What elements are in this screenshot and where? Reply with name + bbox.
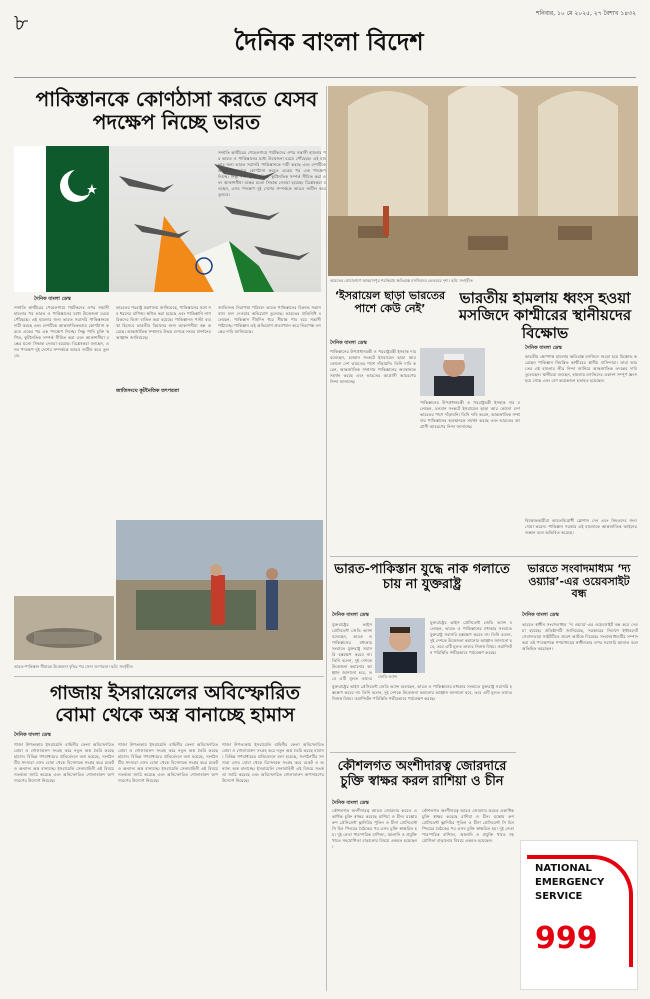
mosque-byline: দৈনিক বাংলা ডেস্ক — [525, 345, 562, 351]
lead-photo-credit: দৈনিক বাংলা ডেস্ক — [34, 296, 71, 302]
section-divider-3 — [330, 752, 516, 753]
usa-byline: দৈনিক বাংলা ডেস্ক — [332, 612, 369, 618]
wire-headline: ভারতে সংবাদমাধ্যম ‘দ্য ওয়্যার’-এর ওয়েবসাইট বন্ধ — [527, 562, 631, 601]
header-rule — [14, 77, 636, 78]
israel-photo — [420, 348, 485, 396]
lead-headline: পাকিস্তানকে কোণঠাসা করতে যেসব পদক্ষেপ নিচ্ছে ভারত — [35, 87, 318, 134]
mosque-body: ভারতীয় ক্ষেপণাস্ত্র হামলায় ক্ষতিগ্রস্ত মসজিদে জড়ো হয়ে বিক্ষোভ করেছেন পাকিস্তান নিয়ন্ত্রিত কাশ্মীরের স্থানীয় বাসিন্দারা। তারা ভারতের এই হামলার তীব্র নিন্দা জানিয়ে আন্তর্জাতিক তদন্তের দাবি তুলেছেন। স্থানীয়রা বলছেন, হামলায় মসজিদের একাংশ সম্পূর্ণ ধ্বংস হয়ে গেছে এবং বেশ কয়েকজন হতাহত হয়েছেন। — [525, 354, 637, 383]
wire-body: ভারতে স্বাধীন সংবাদমাধ্যম ‘দ্য ওয়্যার’-এর ওয়েবসাইট বন্ধ করে দেওয়া হয়েছে। প্রতিষ্ঠানটি জানিয়েছে, সরকারের নির্দেশে ইন্টারনেট সেবাদাতারা সাইটটিতে প্রবেশ আটকে দিয়েছে। সংবাদমাধ্যমটির সম্পাদকরা এই পদক্ষেপকে গণমাধ্যমের স্বাধীনতার ওপর সরাসরি আঘাত বলে অভিহিত করেছেন। — [522, 622, 638, 651]
ad-line1: NATIONAL — [535, 863, 592, 874]
section-divider-2 — [330, 556, 638, 557]
russia-byline: দৈনিক বাংলা ডেস্ক — [332, 800, 369, 806]
gaza-body-col3: গাজা উপত্যকায় ইসরায়েলি বাহিনীর ফেলা অবিস্ফোরিত বোমা ও গোলাবারুদ সংগ্রহ করে নতুন অস্ত্র তৈরি করছে হামাস। বিভিন্ন গণমাধ্যমের প্রতিবেদনে বলা হয়েছে, সংগঠনটির সদস্যরা এসব বোমা থেকে বিস্ফোরক সংগ্রহ করে রকেট ও অন্যান্য অস্ত্র বানাচ্ছে। ইসরায়েলি সেনাবাহিনী এই বিষয়ে সতর্কতা জারি করেছে এবং অবিস্ফোরিত গোলাবারুদ অপসারণের উদ্যোগ নিয়েছে। — [222, 742, 324, 783]
russia-body: কৌশলগত অংশীদারত্ব আরও জোরদার করতে একাধিক চুক্তি স্বাক্ষর করেছে রাশিয়া ও চীন। মস্কোয় রুশ প্রেসিডেন্ট ভ্লাদিমির পুতিন ও চীনা প্রেসিডেন্ট সি চিন পিংয়ের বৈঠকের পর এসব চুক্তি স্বাক্ষরিত হয়। দুই নেতা পারস্পরিক বাণিজ্য, জ্বালানি ও প্রযুক্তি খাতে সহযোগিতা বাড়ানোর বিষয়ে একমত হয়েছেন। — [332, 808, 417, 849]
date-line: শনিবার, ১০ মে ২০২৫, ২৭ বৈশাখ ১৪৩২ — [535, 10, 636, 17]
pull-quote: ‘ইসরায়েল ছাড়া ভারতের পাশে কেউ নেই’ — [334, 289, 446, 315]
israel-body-col2: পাকিস্তানের উপপ্রধানমন্ত্রী ও পররাষ্ট্রমন্ত্রী ইসহাক দার বলেছেন, চলমান সংকটে ইসরায়েল ছাড়া আর কোনো দেশ ভারতের পাশে দাঁড়ায়নি। তিনি দাবি করেন, আন্তর্জাতিক সম্প্রদায় পাকিস্তানের অবস্থানকে সমর্থন করছে এবং ভারতের আগ্রাসী আচরণের নিন্দা জানাচ্ছে। — [420, 400, 520, 429]
page-number: ৮ — [14, 11, 29, 36]
mosque-photo — [328, 86, 638, 276]
israel-byline: দৈনিক বাংলা ডেস্ক — [330, 340, 367, 346]
mosque-photo-caption: ভারতের বোমাবর্ষণে আহমাদপুর শরকিয়ায় ক্ষতিগ্রস্ত মসজিদের ভেতরের দৃশ্য। ছবি: সংগৃহীত — [330, 278, 473, 283]
section-divider — [14, 676, 324, 677]
usa-photo-caption: জেডি ভ্যান্স — [378, 674, 398, 679]
ad-line2: EMERGENCY — [535, 877, 605, 888]
masthead: দৈনিক বাংলা বিদেশ — [234, 28, 424, 56]
lead-photo-2 — [116, 520, 323, 660]
gaza-photo — [14, 596, 114, 660]
usa-body-3: যুক্তরাষ্ট্রের ভাইস প্রেসিডেন্ট জেডি ভ্যান্স বলেছেন, ভারত ও পাকিস্তানের মধ্যকার সংঘাতে যুক্তরাষ্ট্র সরাসরি হস্তক্ষেপ করবে না। তিনি বলেন, দুই দেশকে উত্তেজনা কমানোর আহ্বান জানানো হবে, তবে এটি মূলত তাদের নিজস্ব বিষয়। ওয়াশিংটন পরিস্থিতি গভীরভাবে পর্যবেক্ষণ করছে। — [430, 620, 512, 655]
russia-headline: কৌশলগত অংশীদারত্ব জোরদারে চুক্তি স্বাক্ষর করল রাশিয়া ও চীন — [337, 759, 507, 789]
unexploded-bomb-illustration — [14, 596, 114, 660]
jd-vance-portrait — [375, 618, 425, 673]
lead-body-col1: সম্প্রতি কাশ্মীরের পেহেলগামে পর্যটকদের ওপর সন্ত্রাসী হামলার পর ভারত ও পাকিস্তানের মধ্যে উত্তেজনা চরমে পৌঁছেছে। এই হামলার জন্য ভারত সরাসরি পাকিস্তানকে দায়ী করছে এবং দেশটিকে আন্তর্জাতিকভাবে কোণঠাসা করতে একের পর এক পদক্ষেপ নিচ্ছে। সিন্ধু পানি চুক্তি স্থগিত, কূটনৈতিক সম্পর্ক সীমিত করা এবং আকাশসীমা বন্ধের মতো সিদ্ধান্ত নেওয়া হয়েছে। বিশ্লেষকরা বলছেন, এসব পদক্ষেপ দুই দেশের সম্পর্ককে আরও জটিল করে তুলবে। — [14, 305, 109, 358]
ad-number: 999 — [535, 921, 598, 956]
gaza-body-col1: গাজা উপত্যকায় ইসরায়েলি বাহিনীর ফেলা অবিস্ফোরিত বোমা ও গোলাবারুদ সংগ্রহ করে নতুন অস্ত্র তৈরি করছে হামাস। বিভিন্ন গণমাধ্যমের প্রতিবেদনে বলা হয়েছে, সংগঠনটির সদস্যরা এসব বোমা থেকে বিস্ফোরক সংগ্রহ করে রকেট ও অন্যান্য অস্ত্র বানাচ্ছে। ইসরায়েলি সেনাবাহিনী এই বিষয়ে সতর্কতা জারি করেছে এবং অবিস্ফোরিত গোলাবারুদ অপসারণের উদ্যোগ নিয়েছে। — [14, 742, 114, 783]
emergency-service-ad — [520, 840, 638, 990]
mosque-body-2: বিক্ষোভকারীরা ভারতবিরোধী স্লোগান দেন এবং নিহতদের জন্য দোয়া করেন। পাকিস্তান সরকার এই হামলাকে আন্তর্জাতিক আইনের লঙ্ঘন বলে অভিহিত করেছে। — [525, 518, 637, 535]
ishaq-dar-portrait — [420, 348, 485, 396]
gaza-byline: দৈনিক বাংলা ডেস্ক — [14, 732, 51, 738]
lead-body-top-right: সম্প্রতি কাশ্মীরের পেহেলগামে পর্যটকদের ওপর সন্ত্রাসী হামলার পর ভারত ও পাকিস্তানের মধ্যে উত্তেজনা চরমে পৌঁছেছে। এই হামলার জন্য ভারত সরাসরি পাকিস্তানকে দায়ী করছে এবং দেশটিকে আন্তর্জাতিকভাবে কোণঠাসা করতে একের পর এক পদক্ষেপ নিচ্ছে। সিন্ধু পানি চুক্তি স্থগিত, কূটনৈতিক সম্পর্ক সীমিত করা এবং আকাশসীমা বন্ধের মতো সিদ্ধান্ত নেওয়া হয়েছে। বিশ্লেষকরা বলছেন, এসব পদক্ষেপ দুই দেশের সম্পর্ককে আরও জটিল করে তুলবে। — [218, 150, 326, 197]
lead-body-col3: জাতিসংঘ নিরাপত্তা পরিষদে ভারত পাকিস্তানের বিরুদ্ধে সন্ত্রাসবাদে মদদ দেওয়ার অভিযোগ তুলেছে। ভারতের প্রতিনিধি বলেছেন, পাকিস্তান দীর্ঘদিন ধরে সীমান্ত পার হয়ে সন্ত্রাসী পাঠাচ্ছে। পাকিস্তান এই অভিযোগ প্রত্যাখ্যান করে নিরপেক্ষ তদন্তের দাবি জানিয়েছে। — [218, 305, 321, 334]
military-convoy-illustration — [116, 520, 323, 660]
ad-line3: SERVICE — [535, 891, 583, 902]
usa-headline: ভারত-পাকিস্তান যুদ্ধে নাক গলাতে চায় না যুক্তরাষ্ট্র — [334, 562, 510, 592]
damaged-mosque-illustration — [328, 86, 638, 276]
wire-byline: দৈনিক বাংলা ডেস্ক — [522, 612, 559, 618]
israel-body: পাকিস্তানের উপপ্রধানমন্ত্রী ও পররাষ্ট্রমন্ত্রী ইসহাক দার বলেছেন, চলমান সংকটে ইসরায়েল ছাড়া আর কোনো দেশ ভারতের পাশে দাঁড়ায়নি। তিনি দাবি করেন, আন্তর্জাতিক সম্প্রদায় পাকিস্তানের অবস্থানকে সমর্থন করছে এবং ভারতের আগ্রাসী আচরণের নিন্দা জানাচ্ছে। — [330, 349, 416, 384]
usa-body: যুক্তরাষ্ট্রের ভাইস প্রেসিডেন্ট জেডি ভ্যান্স বলেছেন, ভারত ও পাকিস্তানের মধ্যকার সংঘাতে যুক্তরাষ্ট্র সরাসরি হস্তক্ষেপ করবে না। তিনি বলেন, দুই দেশকে উত্তেজনা কমানোর আহ্বান জানানো হবে, তবে এটি মূলত তাদের — [332, 622, 372, 681]
column-divider — [326, 86, 327, 991]
russia-body-2: কৌশলগত অংশীদারত্ব আরও জোরদার করতে একাধিক চুক্তি স্বাক্ষর করেছে রাশিয়া ও চীন। মস্কোয় রুশ প্রেসিডেন্ট ভ্লাদিমির পুতিন ও চীনা প্রেসিডেন্ট সি চিন পিংয়ের বৈঠকের পর এসব চুক্তি স্বাক্ষরিত হয়। দুই নেতা পারস্পরিক বাণিজ্য, জ্বালানি ও প্রযুক্তি খাতে সহযোগিতা বাড়ানোর বিষয়ে একমত হয়েছেন। — [422, 808, 514, 843]
lead-photo-caption: ভারত-পাকিস্তান সীমান্তে উত্তেজনা বৃদ্ধির পর সেনা তৎপরতা। ছবি: সংগৃহীত — [14, 664, 133, 669]
page-header — [14, 6, 636, 56]
lead-subhead: জাতিসংঘে কূটনৈতিক তৎপরতা — [116, 388, 179, 394]
usa-photo — [375, 618, 425, 673]
gaza-body-col2: গাজা উপত্যকায় ইসরায়েলি বাহিনীর ফেলা অবিস্ফোরিত বোমা ও গোলাবারুদ সংগ্রহ করে নতুন অস্ত্র তৈরি করছে হামাস। বিভিন্ন গণমাধ্যমের প্রতিবেদনে বলা হয়েছে, সংগঠনটির সদস্যরা এসব বোমা থেকে বিস্ফোরক সংগ্রহ করে রকেট ও অন্যান্য অস্ত্র বানাচ্ছে। ইসরায়েলি সেনাবাহিনী এই বিষয়ে সতর্কতা জারি করেছে এবং অবিস্ফোরিত গোলাবারুদ অপসারণের উদ্যোগ নিয়েছে। — [118, 742, 218, 783]
mosque-headline: ভারতীয় হামলায় ধ্বংস হওয়া মসজিদে কাশ্মীরের স্থানীয়দের বিক্ষোভ — [458, 289, 632, 342]
lead-body-col2: ভারতের পররাষ্ট্র মন্ত্রণালয় জানিয়েছে, পাকিস্তানের সঙ্গে সব ধরনের বাণিজ্য স্থগিত করা হয়েছে এবং পাকিস্তানি নাগরিকদের ভিসা বাতিল করা হয়েছে। পাকিস্তানও পাল্টা ব্যবস্থা হিসেবে ভারতীয় বিমানের জন্য আকাশসীমা বন্ধ করেছে। আন্তর্জাতিক সম্প্রদায় উভয় দেশকে সংযম প্রদর্শনের আহ্বান জানিয়েছে। — [116, 305, 211, 340]
usa-body-2: যুক্তরাষ্ট্রের ভাইস প্রেসিডেন্ট জেডি ভ্যান্স বলেছেন, ভারত ও পাকিস্তানের মধ্যকার সংঘাতে যুক্তরাষ্ট্র সরাসরি হস্তক্ষেপ করবে না। তিনি বলেন, দুই দেশকে উত্তেজনা কমানোর আহ্বান জানানো হবে, তবে এটি মূলত তাদের নিজস্ব বিষয়। ওয়াশিংটন পরিস্থিতি গভীরভাবে পর্যবেক্ষণ করছে। — [332, 684, 512, 701]
gaza-headline: গাজায় ইসরায়েলের অবিস্ফোরিত বোমা থেকে অস্ত্র বানাচ্ছে হামাস — [50, 682, 300, 726]
